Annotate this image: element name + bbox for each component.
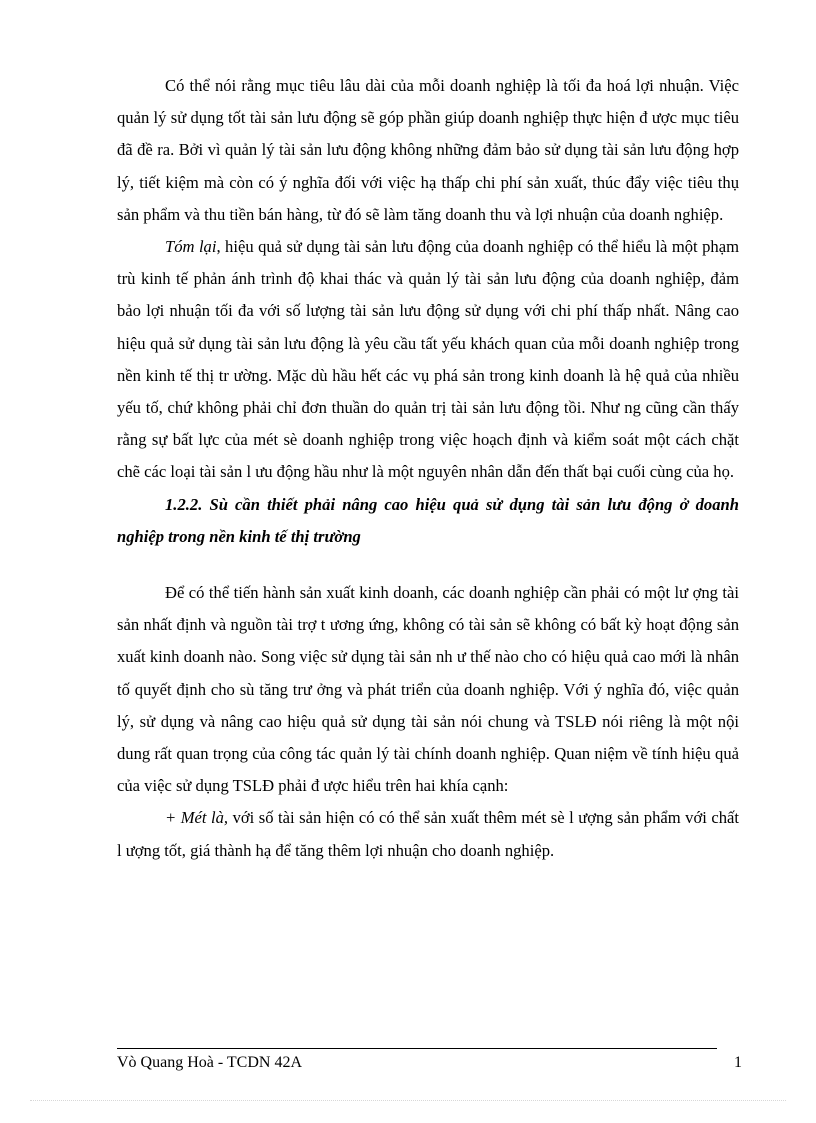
footer-divider	[117, 1048, 717, 1049]
paragraph-4	[117, 802, 739, 866]
spacer	[117, 553, 739, 577]
paragraph-3: Để có thể tiến hành sản xuất kinh doanh, các doanh nghiệp cần phải có một lư ợng tài sản nhất định và nguồn tài trợ t ương ứng, không có tài sản sẽ không có bất kỳ hoạt động sản xuất kinh doanh nào. Song việc sử dụng tài sản nh ư thế nào cho có hiệu quả cao mới là nhân tố quyết định cho sù tăng trư ởng và phát triển của doanh nghiệp. Với ý nghĩa đó, việc quản lý, sử dụng và nâng cao hiệu quả sử dụng tài sản nói chung và TSLĐ nói riêng là một nội dung rất quan trọng của công tác quản lý tài chính doanh nghiệp. Quan niệm về tính hiệu quả của việc sử dụng TSLĐ phải đ ược hiểu trên hai khía cạnh:	[117, 583, 739, 796]
document-body	[117, 70, 739, 867]
paragraph-2	[117, 231, 739, 489]
page-edge-divider	[30, 1100, 786, 1101]
paragraph-2-text: , hiệu quả sử dụng tài sản lưu động của doanh nghiệp có thể hiểu là một phạm trù kinh tế phản ánh trình độ khai thác và quản lý tài sản lưu động của doanh nghiệp, đảm bảo lợi nhuận tối đa với số lượng tài sản lưu động sử dụng với chi phí thấp nhất. Nâng cao hiệu quả sử dụng tài sản lưu động là yêu cầu tất yếu khách quan của mỗi doanh nghiệp trong nền kinh tế thị tr ường. Mặc dù hầu hết các vụ phá sản trong kinh doanh là hệ quả của nhiều yếu tố, chứ không phải chỉ đơn thuần do quản trị tài sản lưu động tồi. Như ng cũng cần thấy rằng sự bất lực của mét sè doanh nghiệp trong việc hoạch định và kiểm soát một cách chặt chẽ các loại tài sản l ưu động hầu như là một nguyên nhân dẫn đến thất bại cuối cùng của họ.	[117, 237, 739, 482]
footer-author: Vò Quang Hoà - TCDN 42A	[117, 1054, 303, 1071]
page-number: 1	[734, 1054, 742, 1071]
paragraph-4-text: với số tài sản hiện có có thể sản xuất thêm mét sè l ượng sản phẩm với chất l ượng tốt, giá thành hạ để tăng thêm lợi nhuận cho doanh nghiệp.	[117, 808, 739, 860]
section-heading: 1.2.2. Sù cần thiết phải nâng cao hiệu quả sử dụng tài sản lưu động ở doanh nghiệp trong nền kinh tế thị trường	[117, 494, 739, 546]
paragraph-4-lead: + Mét là,	[165, 808, 229, 828]
paragraph-2-lead: Tóm lại	[165, 237, 217, 257]
paragraph-1: Có thể nói rằng mục tiêu lâu dài của mỗi doanh nghiệp là tối đa hoá lợi nhuận. Việc quản lý sử dụng tốt tài sản lưu động sẽ góp phần giúp doanh nghiệp thực hiện đ ược mục tiêu đã đề ra. Bởi vì quản lý tài sản lưu động không những đảm bảo sử dụng tài sản lưu động hợp lý, tiết kiệm mà còn có ý nghĩa đối với việc hạ thấp chi phí sản xuất, thúc đẩy việc tiêu thụ sản phẩm và thu tiền bán hàng, từ đó sẽ làm tăng doanh thu và lợi nhuận của doanh nghiệp.	[117, 76, 739, 224]
